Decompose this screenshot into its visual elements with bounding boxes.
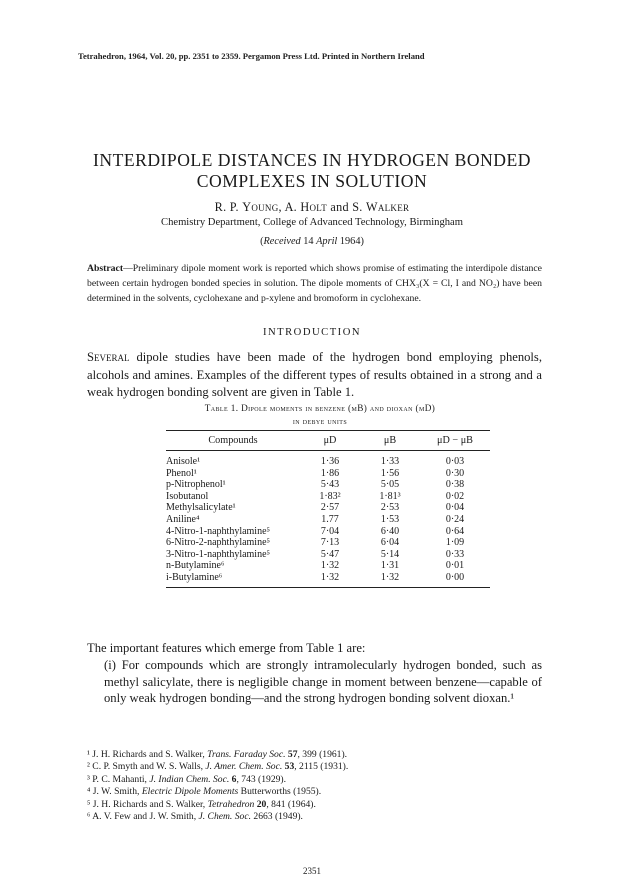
- author-separator: ,: [278, 200, 285, 214]
- reference-authors: J. W. Smith,: [90, 786, 142, 798]
- table-row: [166, 526, 490, 538]
- reference-volume: 6: [229, 773, 237, 785]
- value-cell: 2·53: [380, 502, 400, 514]
- value-cell: 1·31: [380, 560, 400, 572]
- compound-cell: i-Butylamine⁶: [166, 572, 300, 587]
- reference-journal: J. Amer. Chem. Soc.: [205, 761, 283, 773]
- title-line-2: COMPLEXES IN SOLUTION: [196, 171, 428, 191]
- page-number: 2351: [303, 866, 321, 876]
- footnote-references: [87, 749, 542, 823]
- value-cell: 5·05: [380, 479, 400, 491]
- compound-cell: Isobutanol: [166, 490, 209, 502]
- reference-3: [87, 774, 542, 786]
- value-cell: 5·14: [380, 548, 400, 560]
- value-cell: 7·13: [320, 537, 340, 549]
- value-cell: 5·47: [320, 548, 340, 560]
- reference-journal: J. Indian Chem. Soc.: [149, 773, 230, 785]
- compound-cell: n-Butylamine⁶: [166, 560, 225, 572]
- dipole-moment-table: [166, 430, 490, 588]
- intro-text: dipole studies have been made of the hydrogen bond employing phenols, alcohols and amines. Examples of the different types of results obtained in a strong and a weak hydrogen bonding solvent are given in Table 1.: [87, 350, 542, 399]
- table-header-row: [166, 431, 490, 451]
- author-list: [0, 200, 624, 215]
- paper-title: [0, 150, 624, 192]
- value-cell: 1·32: [360, 572, 420, 587]
- received-month: April: [316, 236, 338, 247]
- value-cell: 1·32: [320, 560, 340, 572]
- reference-journal: J. Chem. Soc.: [198, 811, 251, 823]
- value-cell: 0·02: [445, 490, 465, 502]
- reference-volume: 53: [282, 761, 295, 773]
- table-row: [166, 549, 490, 561]
- value-cell: 1·83²: [319, 490, 341, 502]
- table-row: [166, 479, 490, 491]
- reference-authors: A. V. Few and J. W. Smith,: [90, 811, 199, 823]
- reference-authors: P. C. Mahanti,: [89, 773, 150, 785]
- received-day: 14: [300, 236, 317, 247]
- author-3-initials: S.: [352, 200, 367, 214]
- value-cell: 0·38: [445, 479, 465, 491]
- table-row: [166, 468, 490, 480]
- reference-authors: J. H. Richards and S. Walker,: [90, 798, 208, 810]
- reference-pages: , 841 (1964).: [266, 798, 316, 810]
- value-cell: 0·64: [445, 525, 465, 537]
- table-caption-line-2: in debye units: [292, 416, 348, 426]
- value-cell: 6·04: [380, 537, 400, 549]
- table-row: [166, 502, 490, 514]
- reference-authors: J. H. Richards and S. Walker,: [89, 749, 208, 760]
- reference-number: ¹: [87, 749, 90, 760]
- value-cell: 0·33: [445, 548, 465, 560]
- value-cell: 1·36: [320, 456, 340, 467]
- reference-1: [87, 749, 542, 761]
- feature-point-1: (i) For compounds which are strongly intramolecularly hydrogen bonded, such as methyl salicylate, there is negligible change in moment between benzene—capable of only weak hydrogen bonding—and the strong hydrogen bonding solvent dioxan.¹: [104, 658, 542, 706]
- received-paren: (: [260, 236, 264, 247]
- value-cell: 7·04: [320, 525, 340, 537]
- author-2-initials: A.: [284, 200, 301, 214]
- value-cell: 5·43: [320, 479, 340, 491]
- value-cell: 1·53: [380, 513, 400, 525]
- table-row: [166, 572, 490, 587]
- table-caption: [150, 402, 490, 428]
- column-header: Compounds: [166, 431, 300, 451]
- reference-pages: , 2115 (1931).: [294, 761, 349, 773]
- value-cell: 0·03: [445, 456, 465, 467]
- reference-authors: C. P. Smyth and W. S. Walls,: [89, 761, 206, 773]
- affiliation: Chemistry Department, College of Advanced Technology, Birmingham: [161, 217, 463, 228]
- reference-pages: Butterworths (1955).: [238, 786, 322, 798]
- value-cell: 2·57: [320, 502, 340, 514]
- value-cell: 0·01: [445, 560, 465, 572]
- received-year: 1964): [337, 236, 364, 247]
- abstract-text: —Preliminary dipole moment work is reported which shows promise of estimating the interdipole distance between certain hydrogen bonded species in solution. The dipole moments of CHX₃(X = Cl, I and NO₂) have been determined in the solvents, cyclohexane and p-xylene and bromoform in cyclohexane.: [87, 263, 542, 304]
- table-row: [166, 537, 490, 549]
- features-intro: The important features which emerge from Table 1 are:: [87, 641, 366, 655]
- reference-6: [87, 811, 542, 823]
- reference-number: ⁵: [87, 798, 91, 810]
- value-cell: 1·32: [300, 572, 360, 587]
- column-header: μD − μB: [420, 431, 490, 451]
- table-row: [166, 451, 490, 468]
- author-1-name: Young: [242, 200, 279, 214]
- author-3-name: Walker: [366, 200, 410, 214]
- value-cell: 1·33: [380, 456, 400, 467]
- reference-number: ⁶: [87, 811, 91, 823]
- compound-cell: Phenol¹: [166, 467, 197, 479]
- compound-cell: Methylsalicylate¹: [166, 502, 236, 514]
- author-1-initials: R. P.: [214, 200, 243, 214]
- value-cell: 1·81³: [379, 490, 401, 502]
- compound-cell: 3-Nitro-1-naphthylamine⁵: [166, 548, 271, 560]
- value-cell: 1·09: [445, 537, 465, 549]
- intro-paragraph: [87, 349, 542, 402]
- value-cell: 0·24: [445, 513, 465, 525]
- received-date: [0, 236, 624, 247]
- journal-header: Tetrahedron, 1964, Vol. 20, pp. 2351 to 2359. Pergamon Press Ltd. Printed in Northern Ireland: [78, 51, 425, 61]
- reference-journal: Electric Dipole Moments: [141, 786, 239, 798]
- reference-pages: , 399 (1961).: [297, 749, 348, 760]
- table-row: [166, 560, 490, 572]
- compound-cell: 4-Nitro-1-naphthylamine⁵: [166, 525, 271, 537]
- value-cell: 1·56: [380, 467, 400, 479]
- table-row: [166, 514, 490, 526]
- reference-pages: 2663 (1949).: [251, 811, 303, 823]
- abstract-label: Abstract: [87, 263, 124, 274]
- column-header: μD: [300, 431, 360, 451]
- reference-2: [87, 761, 542, 773]
- author-2-name: Holt: [300, 200, 328, 214]
- reference-4: [87, 786, 542, 798]
- reference-volume: 57: [285, 749, 298, 760]
- reference-journal: Trans. Faraday Soc.: [207, 749, 286, 760]
- column-header: μB: [360, 431, 420, 451]
- value-cell: 6·40: [380, 525, 400, 537]
- author-separator: and: [327, 200, 353, 214]
- value-cell: 0·30: [445, 467, 465, 479]
- value-cell: 0·00: [420, 572, 490, 587]
- reference-number: ²: [87, 761, 90, 773]
- reference-journal: Tetrahedron: [207, 798, 255, 810]
- reference-number: ³: [87, 773, 90, 785]
- reference-volume: 20: [254, 798, 267, 810]
- reference-pages: , 743 (1929).: [236, 773, 287, 785]
- title-line-1: INTERDIPOLE DISTANCES IN HYDROGEN BONDED: [93, 150, 531, 170]
- received-label: Received: [263, 236, 301, 247]
- table-caption-line-1: Table 1. Dipole moments in benzene (μB) and dioxan (μD): [204, 403, 436, 413]
- section-heading-introduction: INTRODUCTION: [262, 327, 362, 338]
- compound-cell: Anisole¹: [166, 456, 201, 467]
- reference-number: ⁴: [87, 786, 91, 798]
- compound-cell: Aniline⁴: [166, 513, 200, 525]
- compound-cell: p-Nitrophenol¹: [166, 479, 226, 491]
- reference-5: [87, 799, 542, 811]
- value-cell: 1.77: [321, 513, 339, 525]
- table-row: [166, 491, 490, 503]
- intro-lead-word: Several: [87, 350, 130, 364]
- value-cell: 0·04: [445, 502, 465, 514]
- value-cell: 1·86: [320, 467, 340, 479]
- abstract: [87, 261, 542, 306]
- compound-cell: 6-Nitro-2-naphthylamine⁵: [166, 537, 271, 549]
